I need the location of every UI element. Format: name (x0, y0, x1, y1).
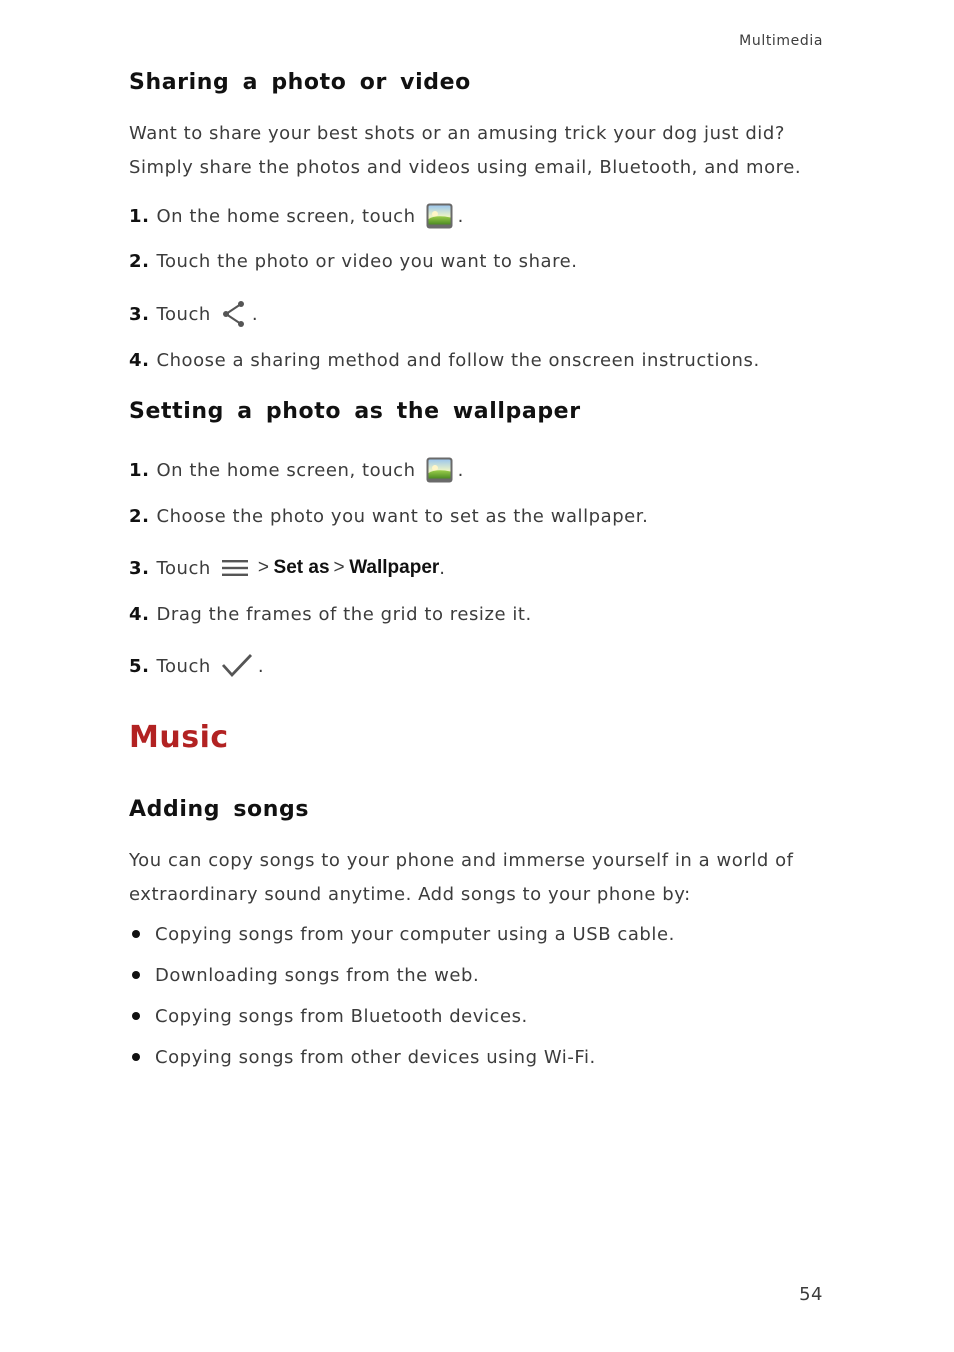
share-icon (221, 300, 247, 328)
menu-icon (221, 558, 249, 578)
menu-option-set-as: Set as (273, 557, 330, 578)
step-text: Touch (156, 557, 211, 579)
step-number: 5. (129, 655, 150, 677)
step-number: 4. (129, 349, 150, 371)
list-item (129, 1042, 596, 1072)
step-punctuation: . (457, 459, 464, 481)
list-item-text: Downloading songs from the web. (155, 964, 480, 986)
step-punctuation: . (457, 205, 464, 227)
menu-option-wallpaper: Wallpaper (349, 557, 440, 578)
bullet-icon (132, 1012, 140, 1020)
page-number: 54 (799, 1284, 823, 1305)
wallpaper-step-3 (129, 553, 446, 583)
heading-sharing: Sharing a photo or video (129, 70, 471, 95)
adding-songs-intro: You can copy songs to your phone and immerse yourself in a world of extraordinary sound anytime. Add songs to your phone by: (129, 850, 794, 905)
step-text: On the home screen, touch (156, 205, 416, 227)
step-number: 1. (129, 205, 150, 227)
wallpaper-step-2 (129, 501, 648, 531)
step-text: Choose a sharing method and follow the onscreen instructions. (156, 349, 760, 371)
list-item (129, 1001, 528, 1031)
step-punctuation: . (251, 303, 259, 325)
gallery-icon (426, 457, 453, 483)
step-punctuation: . (439, 557, 446, 579)
gallery-icon (426, 203, 453, 229)
list-item (129, 960, 479, 990)
running-header: Multimedia (739, 33, 823, 49)
sharing-step-1 (129, 201, 464, 231)
sharing-step-4 (129, 345, 760, 375)
step-number: 1. (129, 459, 150, 481)
step-number: 2. (129, 250, 150, 272)
bullet-icon (132, 971, 140, 979)
step-text: Touch the photo or video you want to share. (156, 250, 578, 272)
menu-separator: > (333, 557, 346, 578)
wallpaper-step-1 (129, 455, 464, 485)
list-item-text: Copying songs from your computer using a USB cable. (155, 923, 675, 945)
list-item (129, 919, 675, 949)
list-item-text: Copying songs from Bluetooth devices. (155, 1005, 528, 1027)
step-text: Choose the photo you want to set as the wallpaper. (156, 505, 649, 527)
chapter-title-music: Music (129, 720, 229, 755)
step-punctuation: . (257, 655, 265, 677)
step-text: Drag the frames of the grid to resize it. (156, 603, 532, 625)
checkmark-icon (221, 653, 253, 679)
wallpaper-step-5 (129, 651, 264, 681)
step-text: Touch (156, 303, 211, 325)
menu-separator: > (257, 557, 270, 578)
step-number: 2. (129, 505, 150, 527)
heading-adding-songs: Adding songs (129, 797, 310, 822)
step-text: On the home screen, touch (156, 459, 416, 481)
step-number: 3. (129, 557, 150, 579)
step-number: 4. (129, 603, 150, 625)
step-number: 3. (129, 303, 150, 325)
sharing-step-2 (129, 246, 578, 276)
sharing-intro: Want to share your best shots or an amusing trick your dog just did? Simply share the photos and videos using email, Bluetooth, and more. (129, 123, 802, 178)
list-item-text: Copying songs from other devices using Wi-Fi. (155, 1046, 596, 1068)
sharing-step-3 (129, 299, 258, 329)
bullet-icon (132, 1053, 140, 1061)
bullet-icon (132, 930, 140, 938)
step-text: Touch (156, 655, 211, 677)
heading-wallpaper: Setting a photo as the wallpaper (129, 399, 581, 424)
wallpaper-step-4 (129, 599, 532, 629)
